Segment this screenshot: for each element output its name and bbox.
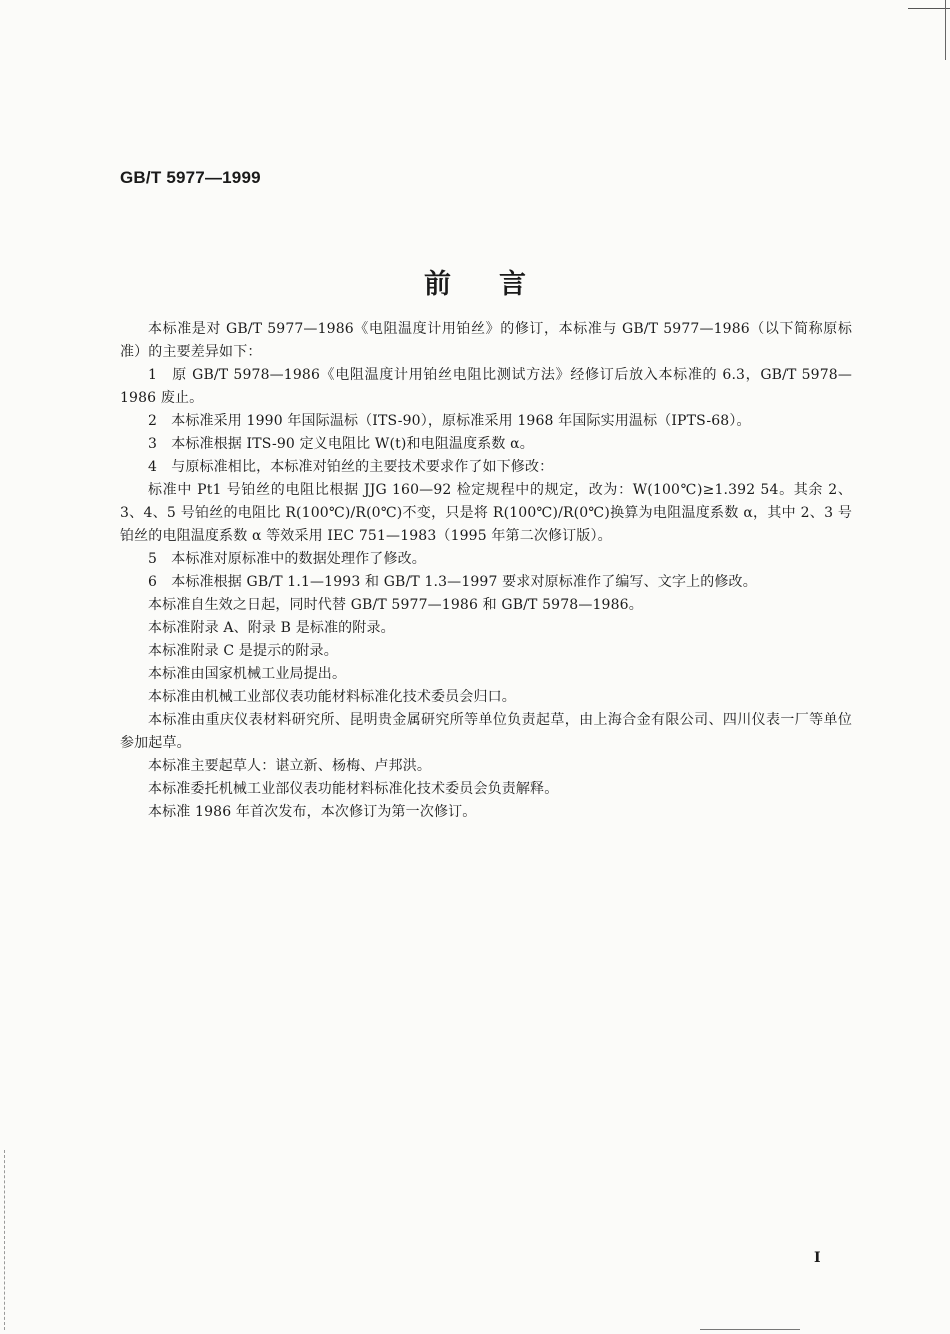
paragraph-administered-by: 本标准由机械工业部仪表功能材料标准化技术委员会归口。 (148, 689, 516, 705)
paragraph-item-4: 4 与原标准相比，本标准对铂丝的主要技术要求作了如下修改： (148, 459, 554, 475)
paragraph-drafters: 本标准主要起草人：谌立新、杨梅、卢邦洪。 (148, 758, 431, 774)
paragraph-item-2: 2 本标准采用 1990 年国际温标（ITS-90），原标准采用 1968 年国际实用温标（IPTS-68）。 (148, 413, 751, 429)
corner-rule (908, 8, 950, 9)
paragraph-item-5: 5 本标准对原标准中的数据处理作了修改。 (148, 551, 426, 567)
paragraph-supersedes: 本标准自生效之日起，同时代替 GB/T 5977—1986 和 GB/T 5978—1986。 (148, 597, 643, 613)
paragraph-item-1: 1 原 GB/T 5978—1986《电阻温度计用铂丝电阻比测试方法》经修订后放入本标准的 6.3，GB/T 5978—1986 废止。 (120, 367, 852, 406)
paragraph-interpretation: 本标准委托机械工业部仪表功能材料标准化技术委员会负责解释。 (148, 781, 559, 797)
foreword-body (120, 318, 852, 824)
paragraph-annex-c: 本标准附录 C 是提示的附录。 (148, 643, 338, 659)
document-code: GB/T 5977—1999 (120, 168, 261, 187)
left-edge-rule (4, 1150, 5, 1330)
paragraph-item-3: 3 本标准根据 ITS-90 定义电阻比 W(t)和电阻温度系数 α。 (148, 436, 534, 452)
page-title: 前言 (424, 269, 574, 300)
paragraph-intro: 本标准是对 GB/T 5977—1986《电阻温度计用铂丝》的修订，本标准与 GB/T 5977—1986（以下简称原标准）的主要差异如下： (120, 321, 852, 360)
paragraph-annex-ab: 本标准附录 A、附录 B 是标准的附录。 (148, 620, 395, 636)
paragraph-item-4-detail: 标准中 Pt1 号铂丝的电阻比根据 JJG 160—92 检定规程中的规定，改为：W(100℃)≥1.392 54。其余 2、3、4、5 号铂丝的电阻比 R(100℃)/R(0℃)不变，只是将 R(100℃)/R(0℃)换算为电阻温度系数 α，其中 2、3 号铂丝的电阻温度系数 α 等效采用 IEC 751—1983（1995 年第二次修订版）。 (120, 482, 852, 544)
bottom-rule (700, 1329, 800, 1330)
corner-tick (945, 0, 946, 60)
paragraph-drafted-by: 本标准由重庆仪表材料研究所、昆明贵金属研究所等单位负责起草，由上海合金有限公司、四川仪表一厂等单位参加起草。 (120, 712, 852, 751)
paragraph-item-6: 6 本标准根据 GB/T 1.1—1993 和 GB/T 1.3—1997 要求对原标准作了编写、文字上的修改。 (148, 574, 757, 590)
paragraph-history: 本标准 1986 年首次发布，本次修订为第一次修订。 (148, 804, 477, 820)
paragraph-proposed-by: 本标准由国家机械工业局提出。 (148, 666, 347, 682)
page-number: I (814, 1250, 821, 1266)
